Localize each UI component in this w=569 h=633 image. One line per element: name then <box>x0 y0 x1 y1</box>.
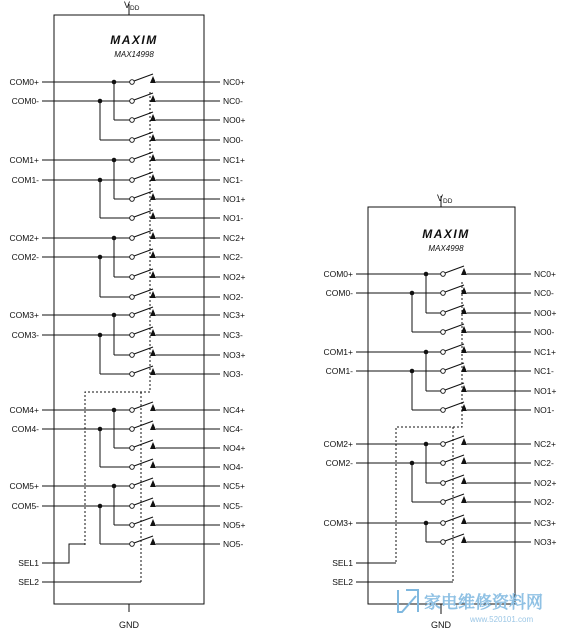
switch-blade <box>134 498 153 505</box>
pin-no4-pos: NO4+ <box>223 443 246 453</box>
switch-blade <box>445 475 464 482</box>
switch-blade <box>445 305 464 312</box>
pin-no2-pos: NO2+ <box>223 272 246 282</box>
switch-contact <box>441 330 446 335</box>
pin-no3-pos: NO3+ <box>534 537 557 547</box>
switch-blade <box>445 266 464 273</box>
pin-com2-neg: COM2- <box>325 458 353 468</box>
contact-marker <box>461 496 467 503</box>
pin-sel1: SEL1 <box>332 558 353 568</box>
pin-no4-neg: NO4- <box>223 462 244 472</box>
switch-blade <box>134 536 153 543</box>
switch-contact <box>130 80 135 85</box>
switch-blade <box>445 344 464 351</box>
pin-no0-neg: NO0- <box>223 135 244 145</box>
pin-no5-pos: NO5+ <box>223 520 246 530</box>
gnd-label: GND <box>431 620 451 630</box>
pin-com0-neg: COM0- <box>11 96 39 106</box>
contact-marker <box>150 309 156 316</box>
pin-no1-neg: NO1- <box>534 405 555 415</box>
contact-marker <box>150 251 156 258</box>
switch-contact <box>441 521 446 526</box>
pin-com3-pos: COM3+ <box>9 310 39 320</box>
pin-nc4-neg: NC4- <box>223 424 243 434</box>
contact-marker <box>461 517 467 524</box>
pin-com2-pos: COM2+ <box>9 233 39 243</box>
contact-marker <box>150 212 156 219</box>
pin-com2-pos: COM2+ <box>323 439 353 449</box>
vdd-label: $V_{DD}$ <box>437 193 453 205</box>
watermark <box>398 590 543 624</box>
switch-contact <box>130 118 135 123</box>
contact-marker <box>150 404 156 411</box>
pin-no1-pos: NO1+ <box>223 194 246 204</box>
pin-com1-neg: COM1- <box>325 366 353 376</box>
gnd-label: GND <box>119 620 139 630</box>
switch-contact <box>130 523 135 528</box>
contact-marker <box>150 519 156 526</box>
switch-contact <box>441 481 446 486</box>
switch-contact <box>130 236 135 241</box>
switch-blade <box>445 494 464 501</box>
contact-marker <box>150 95 156 102</box>
pin-nc0-pos: NC0+ <box>534 269 556 279</box>
contact-marker <box>461 438 467 445</box>
switch-contact <box>130 408 135 413</box>
contact-marker <box>150 368 156 375</box>
contact-marker <box>150 461 156 468</box>
part-number: MAX14998 <box>114 50 154 59</box>
contact-marker <box>150 291 156 298</box>
switch-blade <box>445 455 464 462</box>
watermark-logo-icon <box>398 590 418 612</box>
switch-contact <box>441 272 446 277</box>
contact-marker <box>150 500 156 507</box>
pin-nc2-neg: NC2- <box>223 252 243 262</box>
switch-blade <box>445 436 464 443</box>
maxim-logo: MAXIM <box>110 33 158 47</box>
pin-nc0-neg: NC0- <box>223 96 243 106</box>
pin-nc5-pos: NC5+ <box>223 481 245 491</box>
switch-contact <box>130 313 135 318</box>
switch-blade <box>445 363 464 370</box>
pin-no2-pos: NO2+ <box>534 478 557 488</box>
contact-marker <box>150 193 156 200</box>
switch-blade <box>445 515 464 522</box>
switch-contact <box>130 427 135 432</box>
pin-sel2: SEL2 <box>332 577 353 587</box>
contact-marker <box>150 538 156 545</box>
switch-contact <box>441 408 446 413</box>
pin-com3-neg: COM3- <box>11 330 39 340</box>
max14998-chip <box>9 0 245 630</box>
switch-contact <box>130 484 135 489</box>
switch-blade <box>134 517 153 524</box>
switch-contact <box>130 372 135 377</box>
contact-marker <box>461 477 467 484</box>
chip-outline <box>54 15 204 604</box>
contact-marker <box>150 232 156 239</box>
switch-contact <box>441 461 446 466</box>
switch-contact <box>130 542 135 547</box>
switch-contact <box>441 291 446 296</box>
pin-no3-pos: NO3+ <box>223 350 246 360</box>
pin-com0-neg: COM0- <box>325 288 353 298</box>
pin-nc1-pos: NC1+ <box>534 347 556 357</box>
switch-contact <box>130 178 135 183</box>
max4998-chip <box>323 193 556 630</box>
pin-nc4-pos: NC4+ <box>223 405 245 415</box>
switch-contact <box>441 311 446 316</box>
contact-marker <box>150 271 156 278</box>
contact-marker <box>150 442 156 449</box>
switch-blade <box>134 402 153 409</box>
pin-com0-pos: COM0+ <box>9 77 39 87</box>
switch-blade <box>445 383 464 390</box>
switch-contact <box>130 504 135 509</box>
switch-blade <box>134 421 153 428</box>
pin-nc2-neg: NC2- <box>534 458 554 468</box>
control-bus <box>396 282 462 563</box>
sel1-wire <box>42 544 85 563</box>
switch-contact <box>130 295 135 300</box>
contact-marker <box>150 114 156 121</box>
pin-nc1-neg: NC1- <box>534 366 554 376</box>
switch-contact <box>130 197 135 202</box>
contact-marker <box>150 134 156 141</box>
switch-blade <box>445 534 464 541</box>
watermark-text: 家电维修资料网 <box>424 593 543 612</box>
pin-nc0-pos: NC0+ <box>223 77 245 87</box>
switch-contact <box>441 442 446 447</box>
contact-marker <box>150 174 156 181</box>
pin-com1-neg: COM1- <box>11 175 39 185</box>
pin-com1-pos: COM1+ <box>9 155 39 165</box>
switch-contact <box>130 333 135 338</box>
pin-no1-neg: NO1- <box>223 213 244 223</box>
switch-contact <box>130 465 135 470</box>
pin-nc1-neg: NC1- <box>223 175 243 185</box>
vdd-label: $V_{DD}$ <box>124 0 140 12</box>
contact-marker <box>150 329 156 336</box>
pin-nc5-neg: NC5- <box>223 501 243 511</box>
pin-no0-pos: NO0+ <box>223 115 246 125</box>
switch-contact <box>130 138 135 143</box>
pin-sel2: SEL2 <box>18 577 39 587</box>
switch-contact <box>130 255 135 260</box>
contact-marker <box>461 268 467 275</box>
pin-no0-pos: NO0+ <box>534 308 557 318</box>
pin-nc2-pos: NC2+ <box>534 439 556 449</box>
pin-no0-neg: NO0- <box>534 327 555 337</box>
pin-com5-pos: COM5+ <box>9 481 39 491</box>
pin-com3-pos: COM3+ <box>323 518 353 528</box>
switch-blade <box>134 440 153 447</box>
pin-com4-pos: COM4+ <box>9 405 39 415</box>
contact-marker <box>150 349 156 356</box>
pin-nc1-pos: NC1+ <box>223 155 245 165</box>
pin-nc3-pos: NC3+ <box>534 518 556 528</box>
pin-com5-neg: COM5- <box>11 501 39 511</box>
contact-marker <box>461 536 467 543</box>
switch-contact <box>441 350 446 355</box>
part-number: MAX4998 <box>428 244 464 253</box>
switch-contact <box>130 275 135 280</box>
pin-com2-neg: COM2- <box>11 252 39 262</box>
switch-contact <box>441 500 446 505</box>
switch-blade <box>134 459 153 466</box>
pin-nc0-neg: NC0- <box>534 288 554 298</box>
switch-blade <box>134 74 153 81</box>
chip-outline <box>368 207 515 604</box>
switch-contact <box>130 446 135 451</box>
switch-contact <box>441 540 446 545</box>
contact-marker <box>150 154 156 161</box>
switch-blade <box>445 324 464 331</box>
contact-marker <box>461 457 467 464</box>
switch-contact <box>441 369 446 374</box>
pin-no2-neg: NO2- <box>223 292 244 302</box>
switch-contact <box>130 158 135 163</box>
switch-contact <box>130 216 135 221</box>
pin-sel1: SEL1 <box>18 558 39 568</box>
pin-no5-neg: NO5- <box>223 539 244 549</box>
pin-nc3-neg: NC3- <box>223 330 243 340</box>
pin-com0-pos: COM0+ <box>323 269 353 279</box>
contact-marker <box>150 480 156 487</box>
switch-contact <box>441 389 446 394</box>
pin-com4-neg: COM4- <box>11 424 39 434</box>
pin-nc2-pos: NC2+ <box>223 233 245 243</box>
switch-contact <box>130 99 135 104</box>
contact-marker <box>150 76 156 83</box>
pin-com1-pos: COM1+ <box>323 347 353 357</box>
switch-blade <box>134 478 153 485</box>
contact-marker <box>150 423 156 430</box>
switch-contact <box>130 353 135 358</box>
pin-no2-neg: NO2- <box>534 497 555 507</box>
switch-blade <box>445 285 464 292</box>
pin-no1-pos: NO1+ <box>534 386 557 396</box>
watermark-url: www.520101.com <box>470 615 534 624</box>
pin-no3-neg: NO3- <box>223 369 244 379</box>
pin-nc3-pos: NC3+ <box>223 310 245 320</box>
maxim-logo: MAXIM <box>422 227 470 241</box>
switch-blade <box>445 402 464 409</box>
